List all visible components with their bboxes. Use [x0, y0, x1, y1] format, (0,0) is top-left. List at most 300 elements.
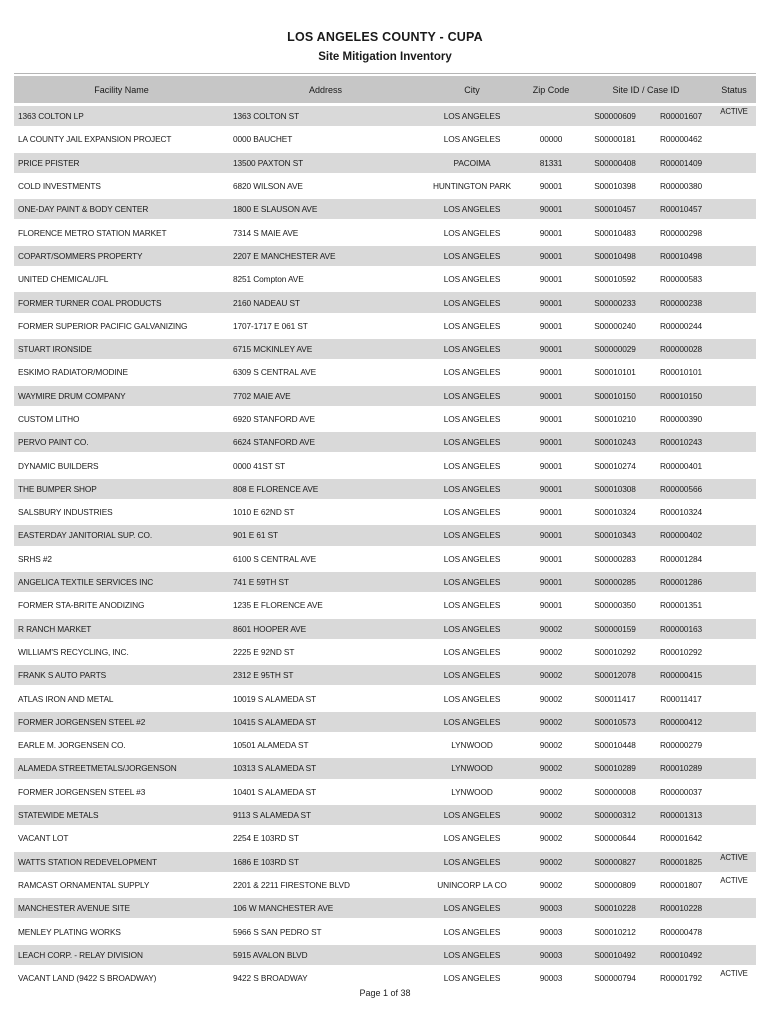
- cell-city: LOS ANGELES: [422, 432, 522, 455]
- cell-site-id: S00000794: [580, 968, 650, 991]
- cell-city: LOS ANGELES: [422, 665, 522, 688]
- cell-status: [712, 782, 756, 805]
- cell-address: 7702 MAIE AVE: [229, 386, 422, 409]
- cell-facility-name: VACANT LAND (9422 S BROADWAY): [14, 968, 229, 991]
- cell-site-id: S00010101: [580, 362, 650, 385]
- table-row: [14, 455, 756, 478]
- table-row: [14, 665, 756, 688]
- cell-address: 5915 AVALON BLVD: [229, 945, 422, 968]
- cell-facility-name: FRANK S AUTO PARTS: [14, 665, 229, 688]
- cell-case-id: R00000566: [650, 479, 712, 502]
- cell-zip-code: 90001: [522, 386, 580, 409]
- cell-case-id: R00010150: [650, 386, 712, 409]
- cell-site-id: S00000644: [580, 828, 650, 851]
- cell-site-id: S00010210: [580, 409, 650, 432]
- table-row: [14, 222, 756, 245]
- cell-address: 2160 NADEAU ST: [229, 292, 422, 315]
- cell-city: LOS ANGELES: [422, 828, 522, 851]
- cell-zip-code: [522, 106, 580, 129]
- cell-site-id: S00000181: [580, 129, 650, 152]
- cell-city: LOS ANGELES: [422, 362, 522, 385]
- cell-facility-name: LA COUNTY JAIL EXPANSION PROJECT: [14, 129, 229, 152]
- cell-address: 10501 ALAMEDA ST: [229, 735, 422, 758]
- cell-city: PACOIMA: [422, 153, 522, 176]
- table-row: [14, 572, 756, 595]
- cell-case-id: R00000412: [650, 712, 712, 735]
- cell-site-id: S00010212: [580, 921, 650, 944]
- table-row: [14, 898, 756, 921]
- table-row: [14, 688, 756, 711]
- cell-status: [712, 292, 756, 315]
- table-row: [14, 409, 756, 432]
- cell-zip-code: 90002: [522, 665, 580, 688]
- cell-site-id: S00000827: [580, 852, 650, 875]
- cell-case-id: R00000478: [650, 921, 712, 944]
- cell-status: [712, 432, 756, 455]
- cell-city: LOS ANGELES: [422, 502, 522, 525]
- cell-facility-name: PERVO PAINT CO.: [14, 432, 229, 455]
- cell-zip-code: 90003: [522, 945, 580, 968]
- cell-status: [712, 572, 756, 595]
- cell-case-id: R00000401: [650, 455, 712, 478]
- cell-city: LOS ANGELES: [422, 945, 522, 968]
- cell-site-id: S00010243: [580, 432, 650, 455]
- cell-status: ACTIVE: [712, 852, 756, 875]
- cell-zip-code: 90001: [522, 269, 580, 292]
- cell-facility-name: ATLAS IRON AND METAL: [14, 688, 229, 711]
- cell-site-id: S00000008: [580, 782, 650, 805]
- cell-case-id: R00010101: [650, 362, 712, 385]
- cell-facility-name: VACANT LOT: [14, 828, 229, 851]
- cell-facility-name: PRICE PFISTER: [14, 153, 229, 176]
- cell-zip-code: 90003: [522, 921, 580, 944]
- cell-case-id: R00001792: [650, 968, 712, 991]
- cell-address: 106 W MANCHESTER AVE: [229, 898, 422, 921]
- table-row: [14, 292, 756, 315]
- cell-zip-code: 90002: [522, 782, 580, 805]
- site-mitigation-table: [14, 76, 756, 991]
- table-row: [14, 386, 756, 409]
- cell-zip-code: 90001: [522, 199, 580, 222]
- cell-facility-name: COLD INVESTMENTS: [14, 176, 229, 199]
- cell-zip-code: 90002: [522, 735, 580, 758]
- header-address: Address: [229, 76, 422, 106]
- cell-case-id: R00000037: [650, 782, 712, 805]
- header-zip-code: Zip Code: [522, 76, 580, 106]
- cell-case-id: R00000279: [650, 735, 712, 758]
- cell-zip-code: 90001: [522, 176, 580, 199]
- cell-status: [712, 199, 756, 222]
- cell-case-id: R00000028: [650, 339, 712, 362]
- cell-address: 10401 S ALAMEDA ST: [229, 782, 422, 805]
- table-row: [14, 176, 756, 199]
- cell-facility-name: SALSBURY INDUSTRIES: [14, 502, 229, 525]
- header-facility-name: Facility Name: [14, 76, 229, 106]
- cell-status: [712, 921, 756, 944]
- cell-address: 901 E 61 ST: [229, 525, 422, 548]
- cell-status: [712, 362, 756, 385]
- cell-status: [712, 246, 756, 269]
- cell-city: LOS ANGELES: [422, 595, 522, 618]
- cell-zip-code: 90001: [522, 595, 580, 618]
- cell-address: 0000 41ST ST: [229, 455, 422, 478]
- cell-site-id: S00010228: [580, 898, 650, 921]
- cell-site-id: S00000350: [580, 595, 650, 618]
- cell-case-id: R00010498: [650, 246, 712, 269]
- cell-site-id: S00010457: [580, 199, 650, 222]
- cell-case-id: R00010492: [650, 945, 712, 968]
- table-row: [14, 595, 756, 618]
- cell-facility-name: THE BUMPER SHOP: [14, 479, 229, 502]
- cell-address: 2254 E 103RD ST: [229, 828, 422, 851]
- cell-address: 10415 S ALAMEDA ST: [229, 712, 422, 735]
- cell-status: [712, 828, 756, 851]
- cell-facility-name: FORMER SUPERIOR PACIFIC GALVANIZING: [14, 316, 229, 339]
- cell-city: LOS ANGELES: [422, 199, 522, 222]
- cell-facility-name: ALAMEDA STREETMETALS/JORGENSON: [14, 758, 229, 781]
- cell-site-id: S00000312: [580, 805, 650, 828]
- cell-facility-name: STUART IRONSIDE: [14, 339, 229, 362]
- cell-site-id: S00010592: [580, 269, 650, 292]
- cell-zip-code: 90002: [522, 805, 580, 828]
- cell-status: ACTIVE: [712, 875, 756, 898]
- cell-case-id: R00010289: [650, 758, 712, 781]
- cell-site-id: S00011417: [580, 688, 650, 711]
- cell-status: [712, 549, 756, 572]
- cell-zip-code: 90001: [522, 246, 580, 269]
- cell-facility-name: RAMCAST ORNAMENTAL SUPPLY: [14, 875, 229, 898]
- cell-site-id: S00010292: [580, 642, 650, 665]
- cell-status: [712, 665, 756, 688]
- cell-city: LOS ANGELES: [422, 642, 522, 665]
- cell-address: 9422 S BROADWAY: [229, 968, 422, 991]
- cell-facility-name: WATTS STATION REDEVELOPMENT: [14, 852, 229, 875]
- cell-facility-name: FORMER STA-BRITE ANODIZING: [14, 595, 229, 618]
- cell-case-id: R00000298: [650, 222, 712, 245]
- cell-facility-name: MENLEY PLATING WORKS: [14, 921, 229, 944]
- cell-status: [712, 176, 756, 199]
- cell-city: LOS ANGELES: [422, 572, 522, 595]
- table-row: [14, 782, 756, 805]
- cell-case-id: R00000583: [650, 269, 712, 292]
- table-row: [14, 642, 756, 665]
- cell-address: 8601 HOOPER AVE: [229, 619, 422, 642]
- cell-site-id: S00010492: [580, 945, 650, 968]
- cell-case-id: R00001286: [650, 572, 712, 595]
- cell-facility-name: ESKIMO RADIATOR/MODINE: [14, 362, 229, 385]
- cell-case-id: R00000244: [650, 316, 712, 339]
- cell-zip-code: 90001: [522, 222, 580, 245]
- cell-zip-code: 90003: [522, 898, 580, 921]
- cell-facility-name: EARLE M. JORGENSEN CO.: [14, 735, 229, 758]
- cell-case-id: R00000415: [650, 665, 712, 688]
- cell-status: [712, 316, 756, 339]
- table-row: [14, 852, 756, 875]
- cell-status: [712, 455, 756, 478]
- cell-city: LOS ANGELES: [422, 688, 522, 711]
- cell-site-id: S00000233: [580, 292, 650, 315]
- table-row: [14, 525, 756, 548]
- cell-site-id: S00010150: [580, 386, 650, 409]
- cell-address: 6624 STANFORD AVE: [229, 432, 422, 455]
- cell-address: 2312 E 95TH ST: [229, 665, 422, 688]
- cell-zip-code: 90002: [522, 712, 580, 735]
- cell-zip-code: 90003: [522, 968, 580, 991]
- cell-city: LOS ANGELES: [422, 222, 522, 245]
- cell-city: LOS ANGELES: [422, 129, 522, 152]
- cell-status: [712, 386, 756, 409]
- cell-case-id: R00011417: [650, 688, 712, 711]
- cell-case-id: R00001351: [650, 595, 712, 618]
- cell-case-id: R00000163: [650, 619, 712, 642]
- cell-status: [712, 339, 756, 362]
- cell-address: 2207 E MANCHESTER AVE: [229, 246, 422, 269]
- cell-case-id: R00010457: [650, 199, 712, 222]
- cell-status: ACTIVE: [712, 968, 756, 991]
- cell-case-id: R00000402: [650, 525, 712, 548]
- cell-city: HUNTINGTON PARK: [422, 176, 522, 199]
- cell-address: 1235 E FLORENCE AVE: [229, 595, 422, 618]
- table-row: [14, 316, 756, 339]
- cell-facility-name: DYNAMIC BUILDERS: [14, 455, 229, 478]
- cell-address: 1707-1717 E 061 ST: [229, 316, 422, 339]
- table-row: [14, 712, 756, 735]
- cell-case-id: R00001409: [650, 153, 712, 176]
- table-row: [14, 339, 756, 362]
- cell-zip-code: 90002: [522, 875, 580, 898]
- cell-city: LOS ANGELES: [422, 921, 522, 944]
- cell-site-id: S00000240: [580, 316, 650, 339]
- cell-case-id: R00000380: [650, 176, 712, 199]
- cell-status: [712, 525, 756, 548]
- cell-site-id: S00010498: [580, 246, 650, 269]
- cell-address: 6920 STANFORD AVE: [229, 409, 422, 432]
- cell-facility-name: EASTERDAY JANITORIAL SUP. CO.: [14, 525, 229, 548]
- cell-address: 1800 E SLAUSON AVE: [229, 199, 422, 222]
- cell-site-id: S00000609: [580, 106, 650, 129]
- table-body: [14, 106, 756, 991]
- cell-city: LOS ANGELES: [422, 968, 522, 991]
- cell-address: 10019 S ALAMEDA ST: [229, 688, 422, 711]
- table-row: [14, 735, 756, 758]
- cell-city: LOS ANGELES: [422, 898, 522, 921]
- cell-zip-code: 90002: [522, 828, 580, 851]
- header-city: City: [422, 76, 522, 106]
- cell-status: [712, 479, 756, 502]
- cell-site-id: S00010483: [580, 222, 650, 245]
- cell-case-id: R00001313: [650, 805, 712, 828]
- cell-zip-code: 90001: [522, 339, 580, 362]
- cell-site-id: S00000285: [580, 572, 650, 595]
- cell-status: [712, 688, 756, 711]
- table-header-row: [14, 76, 756, 106]
- cell-city: LOS ANGELES: [422, 805, 522, 828]
- cell-city: LOS ANGELES: [422, 106, 522, 129]
- cell-facility-name: ANGELICA TEXTILE SERVICES INC: [14, 572, 229, 595]
- header-divider: [14, 73, 756, 74]
- header-status: Status: [712, 76, 756, 106]
- cell-status: [712, 712, 756, 735]
- cell-site-id: S00010308: [580, 479, 650, 502]
- table-row: [14, 921, 756, 944]
- cell-address: 6820 WILSON AVE: [229, 176, 422, 199]
- cell-city: UNINCORP LA CO: [422, 875, 522, 898]
- cell-case-id: R00001284: [650, 549, 712, 572]
- cell-zip-code: 90002: [522, 688, 580, 711]
- table-row: [14, 758, 756, 781]
- cell-city: LOS ANGELES: [422, 386, 522, 409]
- cell-status: [712, 758, 756, 781]
- cell-case-id: R00000238: [650, 292, 712, 315]
- cell-zip-code: 90001: [522, 479, 580, 502]
- table-row: [14, 246, 756, 269]
- cell-facility-name: CUSTOM LITHO: [14, 409, 229, 432]
- cell-zip-code: 90001: [522, 549, 580, 572]
- table-row: [14, 129, 756, 152]
- cell-city: LOS ANGELES: [422, 479, 522, 502]
- cell-case-id: R00000390: [650, 409, 712, 432]
- table-row: [14, 106, 756, 129]
- cell-address: 2201 & 2211 FIRESTONE BLVD: [229, 875, 422, 898]
- cell-zip-code: 90002: [522, 758, 580, 781]
- table-row: [14, 549, 756, 572]
- cell-address: 1686 E 103RD ST: [229, 852, 422, 875]
- cell-address: 1363 COLTON ST: [229, 106, 422, 129]
- cell-facility-name: STATEWIDE METALS: [14, 805, 229, 828]
- cell-status: [712, 269, 756, 292]
- cell-case-id: R00010324: [650, 502, 712, 525]
- cell-address: 2225 E 92ND ST: [229, 642, 422, 665]
- cell-site-id: S00000029: [580, 339, 650, 362]
- cell-site-id: S00000809: [580, 875, 650, 898]
- cell-address: 7314 S MAIE AVE: [229, 222, 422, 245]
- cell-city: LOS ANGELES: [422, 269, 522, 292]
- cell-city: LOS ANGELES: [422, 409, 522, 432]
- cell-city: LYNWOOD: [422, 758, 522, 781]
- cell-zip-code: 90001: [522, 292, 580, 315]
- cell-case-id: R00010243: [650, 432, 712, 455]
- cell-status: [712, 805, 756, 828]
- cell-status: [712, 153, 756, 176]
- cell-facility-name: 1363 COLTON LP: [14, 106, 229, 129]
- cell-address: 6309 S CENTRAL AVE: [229, 362, 422, 385]
- cell-site-id: S00000408: [580, 153, 650, 176]
- table-row: [14, 502, 756, 525]
- cell-city: LOS ANGELES: [422, 292, 522, 315]
- cell-facility-name: FORMER JORGENSEN STEEL #3: [14, 782, 229, 805]
- cell-facility-name: SRHS #2: [14, 549, 229, 572]
- cell-zip-code: 90001: [522, 525, 580, 548]
- report-subtitle: Site Mitigation Inventory: [318, 51, 452, 63]
- cell-zip-code: 90001: [522, 432, 580, 455]
- cell-case-id: R00010292: [650, 642, 712, 665]
- cell-zip-code: 00000: [522, 129, 580, 152]
- cell-city: LOS ANGELES: [422, 339, 522, 362]
- table-row: [14, 805, 756, 828]
- cell-site-id: S00010274: [580, 455, 650, 478]
- cell-status: [712, 898, 756, 921]
- cell-facility-name: LEACH CORP. - RELAY DIVISION: [14, 945, 229, 968]
- cell-site-id: S00010573: [580, 712, 650, 735]
- cell-status: [712, 642, 756, 665]
- cell-address: 13500 PAXTON ST: [229, 153, 422, 176]
- cell-site-id: S00000159: [580, 619, 650, 642]
- cell-site-id: S00010448: [580, 735, 650, 758]
- table-row: [14, 269, 756, 292]
- cell-facility-name: WILLIAM'S RECYCLING, INC.: [14, 642, 229, 665]
- cell-city: LOS ANGELES: [422, 525, 522, 548]
- cell-zip-code: 81331: [522, 153, 580, 176]
- cell-facility-name: COPART/SOMMERS PROPERTY: [14, 246, 229, 269]
- cell-status: [712, 502, 756, 525]
- cell-site-id: S00010343: [580, 525, 650, 548]
- cell-city: LOS ANGELES: [422, 316, 522, 339]
- report-title: LOS ANGELES COUNTY - CUPA: [287, 30, 483, 44]
- cell-case-id: R00001825: [650, 852, 712, 875]
- cell-site-id: S00000283: [580, 549, 650, 572]
- cell-address: 1010 E 62ND ST: [229, 502, 422, 525]
- cell-status: [712, 595, 756, 618]
- cell-status: [712, 735, 756, 758]
- cell-site-id: S00010398: [580, 176, 650, 199]
- cell-facility-name: MANCHESTER AVENUE SITE: [14, 898, 229, 921]
- cell-zip-code: 90002: [522, 642, 580, 665]
- cell-case-id: R00001807: [650, 875, 712, 898]
- cell-zip-code: 90001: [522, 572, 580, 595]
- cell-status: ACTIVE: [712, 106, 756, 129]
- cell-site-id: S00010289: [580, 758, 650, 781]
- cell-address: 741 E 59TH ST: [229, 572, 422, 595]
- cell-case-id: R00001607: [650, 106, 712, 129]
- cell-case-id: R00001642: [650, 828, 712, 851]
- cell-address: 6715 MCKINLEY AVE: [229, 339, 422, 362]
- cell-facility-name: WAYMIRE DRUM COMPANY: [14, 386, 229, 409]
- cell-status: [712, 409, 756, 432]
- table-row: [14, 479, 756, 502]
- cell-zip-code: 90001: [522, 502, 580, 525]
- cell-city: LOS ANGELES: [422, 246, 522, 269]
- cell-facility-name: UNITED CHEMICAL/JFL: [14, 269, 229, 292]
- cell-address: 10313 S ALAMEDA ST: [229, 758, 422, 781]
- cell-city: LYNWOOD: [422, 735, 522, 758]
- cell-status: [712, 129, 756, 152]
- table-row: [14, 945, 756, 968]
- cell-city: LOS ANGELES: [422, 852, 522, 875]
- cell-zip-code: 90002: [522, 852, 580, 875]
- table-row: [14, 619, 756, 642]
- cell-address: 8251 Compton AVE: [229, 269, 422, 292]
- cell-status: [712, 619, 756, 642]
- cell-facility-name: R RANCH MARKET: [14, 619, 229, 642]
- cell-address: 9113 S ALAMEDA ST: [229, 805, 422, 828]
- cell-address: 5966 S SAN PEDRO ST: [229, 921, 422, 944]
- cell-address: 0000 BAUCHET: [229, 129, 422, 152]
- table-row: [14, 153, 756, 176]
- cell-city: LOS ANGELES: [422, 549, 522, 572]
- cell-facility-name: FLORENCE METRO STATION MARKET: [14, 222, 229, 245]
- cell-case-id: R00010228: [650, 898, 712, 921]
- cell-status: [712, 222, 756, 245]
- cell-city: LOS ANGELES: [422, 619, 522, 642]
- cell-city: LOS ANGELES: [422, 712, 522, 735]
- page-number: Page 1 of 38: [359, 988, 411, 998]
- cell-zip-code: 90002: [522, 619, 580, 642]
- cell-zip-code: 90001: [522, 455, 580, 478]
- cell-city: LOS ANGELES: [422, 455, 522, 478]
- header-site-case-id: Site ID / Case ID: [580, 76, 712, 106]
- cell-site-id: S00010324: [580, 502, 650, 525]
- cell-status: [712, 945, 756, 968]
